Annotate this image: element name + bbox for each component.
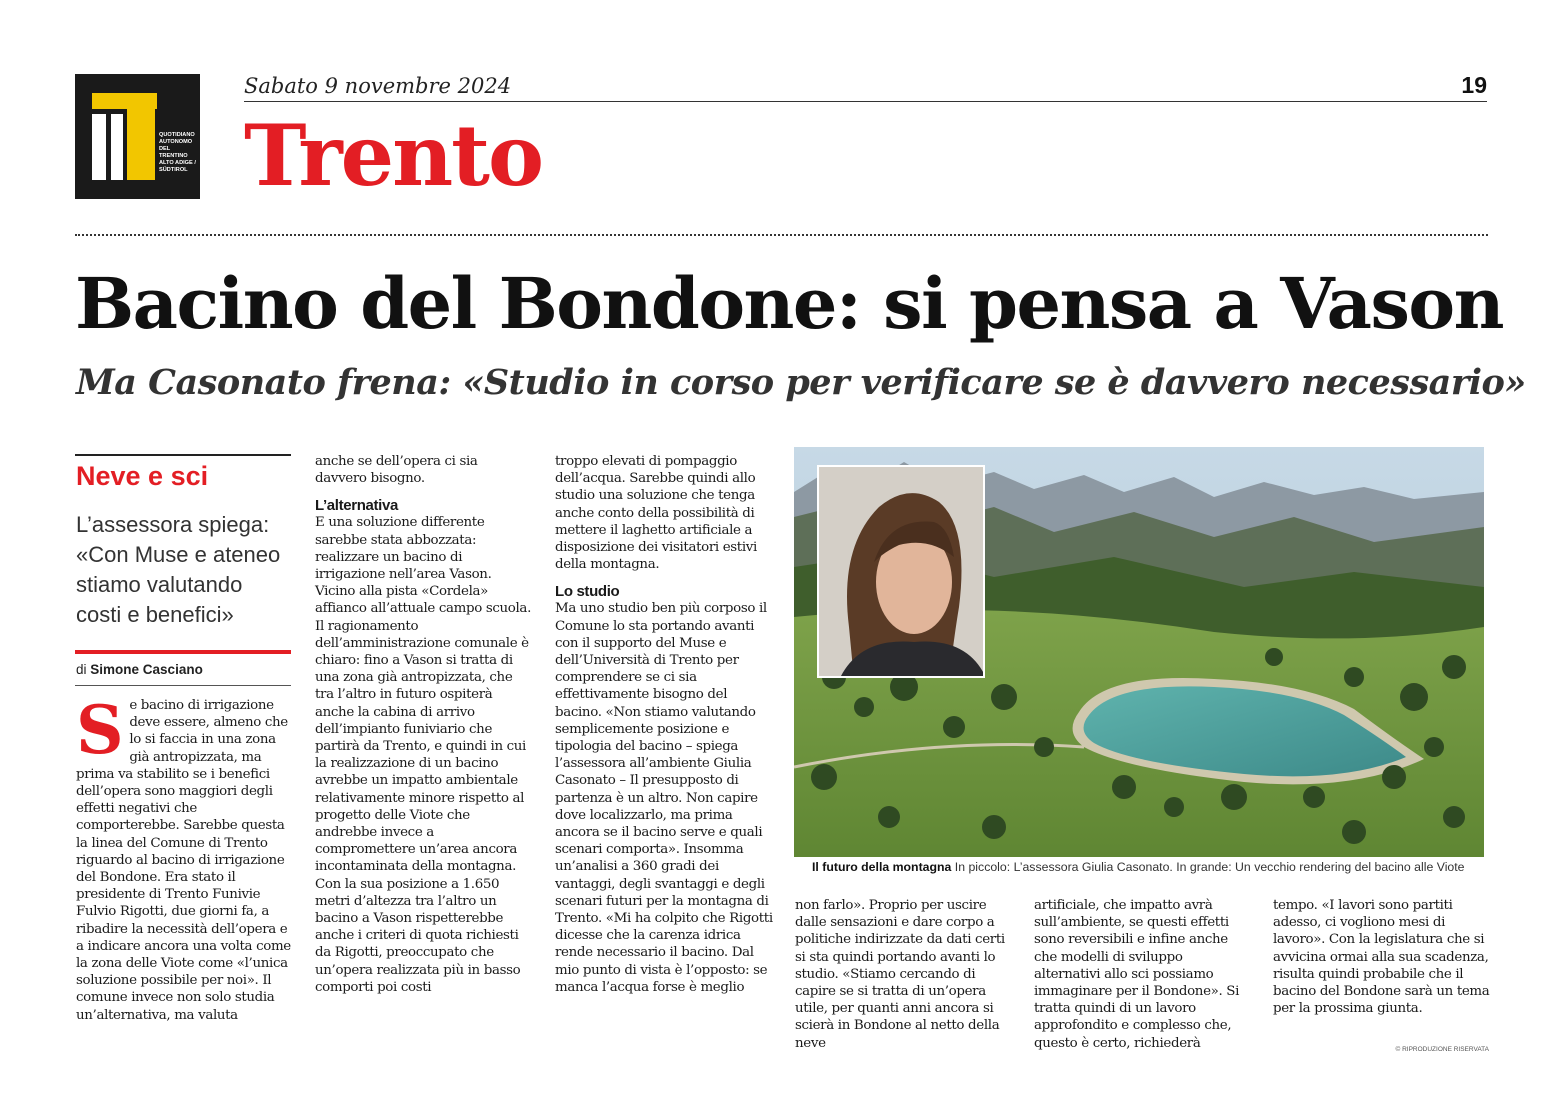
col3-text-b: Ma uno studio ben più corposo il Comune lo sta portando avanti con il supporto del Muse e dell’Università di Trento per comprendere se ci sia effettivamente bisogno del bacino. «Non stiamo valutando semplicemente posizione e tipologia del bacino – spiega l’assessora all’ambiente Giulia Casonato – Il presupposto di partenza è un altro. Non capire dove localizzarlo, ma prima ancora se il bacino serve e quali scenari comporta». Insomma un’analisi a 360 gradi dei vantaggi, degli svantaggi e degli scenari futuri per la montagna di Trento. «Mi ha colpito che Rigotti dicesse che la carenza idrica rende necessario il bacino. Dal mio punto di vista è l’opposto: se manca l’acqua forse è meglio (555, 601, 773, 995)
col1-text: e bacino di irrigazione deve essere, almeno che lo si faccia in una zona già antropizzata, ma prima va stabilito se i benefici dell’opera sono maggiori degli effetti negativi che comporterebbe. Sarebbe questa la linea del Comune di Trento riguardo al bacino di irrigazione del Bondone. Era stato il presidente di Trento Funivie Fulvio Rigotti, due giorni fa, a ribadire la necessità dell’opera e a indicare ancora una volta come la zona delle Viote come «l’unica soluzione possibile per noi». Il comune invece non solo studia un’alternativa, ma valuta (76, 698, 291, 1023)
col2-subheading: L’alternativa (315, 497, 398, 515)
body-column-2 (315, 453, 533, 996)
section-title: Trento (244, 106, 542, 205)
byline-prefix: di (76, 662, 87, 677)
sidebar-quote: L’assessora spiega: «Con Muse e ateneo stiamo valutando costi e benefici» (76, 512, 281, 627)
byline (76, 662, 203, 677)
col4-text: non farlo». Proprio per uscire dalle sensazioni e dare corpo a politiche indirizzate da dati certi si sta quindi portando avanti lo studio. «Stiamo cercando di capire se si tratta di un’opera utile, per quanti anni ancora si scierà in Bondone al netto della neve (795, 898, 1005, 1051)
col2-text-a: anche se dell’opera ci sia davvero bisogno. (315, 454, 478, 487)
copyright-notice: © RIPRODUZIONE RISERVATA (1395, 1046, 1489, 1053)
body-column-6 (1273, 897, 1491, 1017)
sidebar-red-rule (75, 650, 291, 654)
sidebar-top-rule (75, 454, 291, 456)
logo-i-stem (92, 114, 106, 180)
col2-text-b: E una soluzione differente sarebbe stata abbozzata: realizzare un bacino di irrigazione nell’area Vason. Vicino alla pista «Cordela» affianco all’attuale campo scuola. Il ragionamento dell’amministrazione comunale è chiaro: fino a Vason si tratta di una zona già antropizzata, che tra l’altro in futuro ospiterà anche la cabina di arrivo dell’impianto funiviario che partirà da Trento, e quindi in cui la realizzazione di un bacino avrebbe un impatto ambientale relativamente minore rispetto al progetto delle Viote che andrebbe invece a compromettere un’area ancora incontaminata della montagna. Con la sua posizione a 1.650 metri d’altezza tra l’altro un bacino a Vason rispetterebbe anche i criteri di quota richiesti da Rigotti, preoccupato che un’opera realizzata più in basso comporti poi costi (315, 515, 531, 995)
header-divider (244, 101, 1487, 102)
col6-text: tempo. «I lavori sono partiti adesso, ci vogliono mesi di lavoro». Con la legislatura che si avvicina ormai alla sua scadenza, risulta quindi probabile che il bacino del Bondone sarà un tema per la prossima giunta. (1273, 898, 1490, 1017)
body-column-1 (76, 691, 292, 1024)
page-number: 19 (1461, 72, 1487, 98)
photo-caption (812, 860, 1492, 874)
logo-t-stem (127, 93, 155, 180)
issue-date: Sabato 9 novembre 2024 (244, 74, 512, 98)
portrait-silhouette (819, 467, 985, 678)
article-subheadline: Ma Casonato frena: «Studio in corso per verificare se è davvero necessario» (76, 362, 1526, 403)
caption-text: In piccolo: L’assessora Giulia Casonato. In grande: Un vecchio rendering del bacino alle Viote (954, 860, 1465, 874)
body-column-3 (555, 453, 773, 996)
newspaper-logo (75, 74, 200, 199)
col3-subheading: Lo studio (555, 583, 620, 601)
article-kicker: Neve e sci (76, 461, 209, 491)
col5-text: artificiale, che impatto avrà sull’ambiente, se questi effetti sono reversibili e infine anche che modelli di sviluppo alternativi allo sci possiamo immaginare per il Bondone». Si tratta quindi di un lavoro approfondito e complesso che, questo è certo, richiederà (1034, 898, 1240, 1051)
logo-l-stem (111, 114, 123, 180)
portrait-inset-photo (817, 465, 985, 678)
article-headline: Bacino del Bondone: si pensa a Vason (75, 262, 1503, 345)
logo-small-text: QUOTIDIANO AUTONOMO DEL TRENTINO ALTO ADIGE / SÜDTIROL (159, 132, 196, 173)
byline-author: Simone Casciano (90, 662, 203, 677)
body-column-5 (1034, 897, 1252, 1052)
dotted-divider (75, 234, 1488, 236)
col3-text-a: troppo elevati di pompaggio dell’acqua. Sarebbe quindi allo studio una soluzione che tenga anche conto della possibilità di mettere il laghetto artificiale a disposizione dei visitatori estivi della montagna. (555, 454, 757, 573)
body-column-4 (795, 897, 1013, 1052)
byline-rule (75, 685, 291, 686)
caption-title: Il futuro della montagna (812, 860, 952, 874)
dropcap: S (76, 691, 124, 769)
